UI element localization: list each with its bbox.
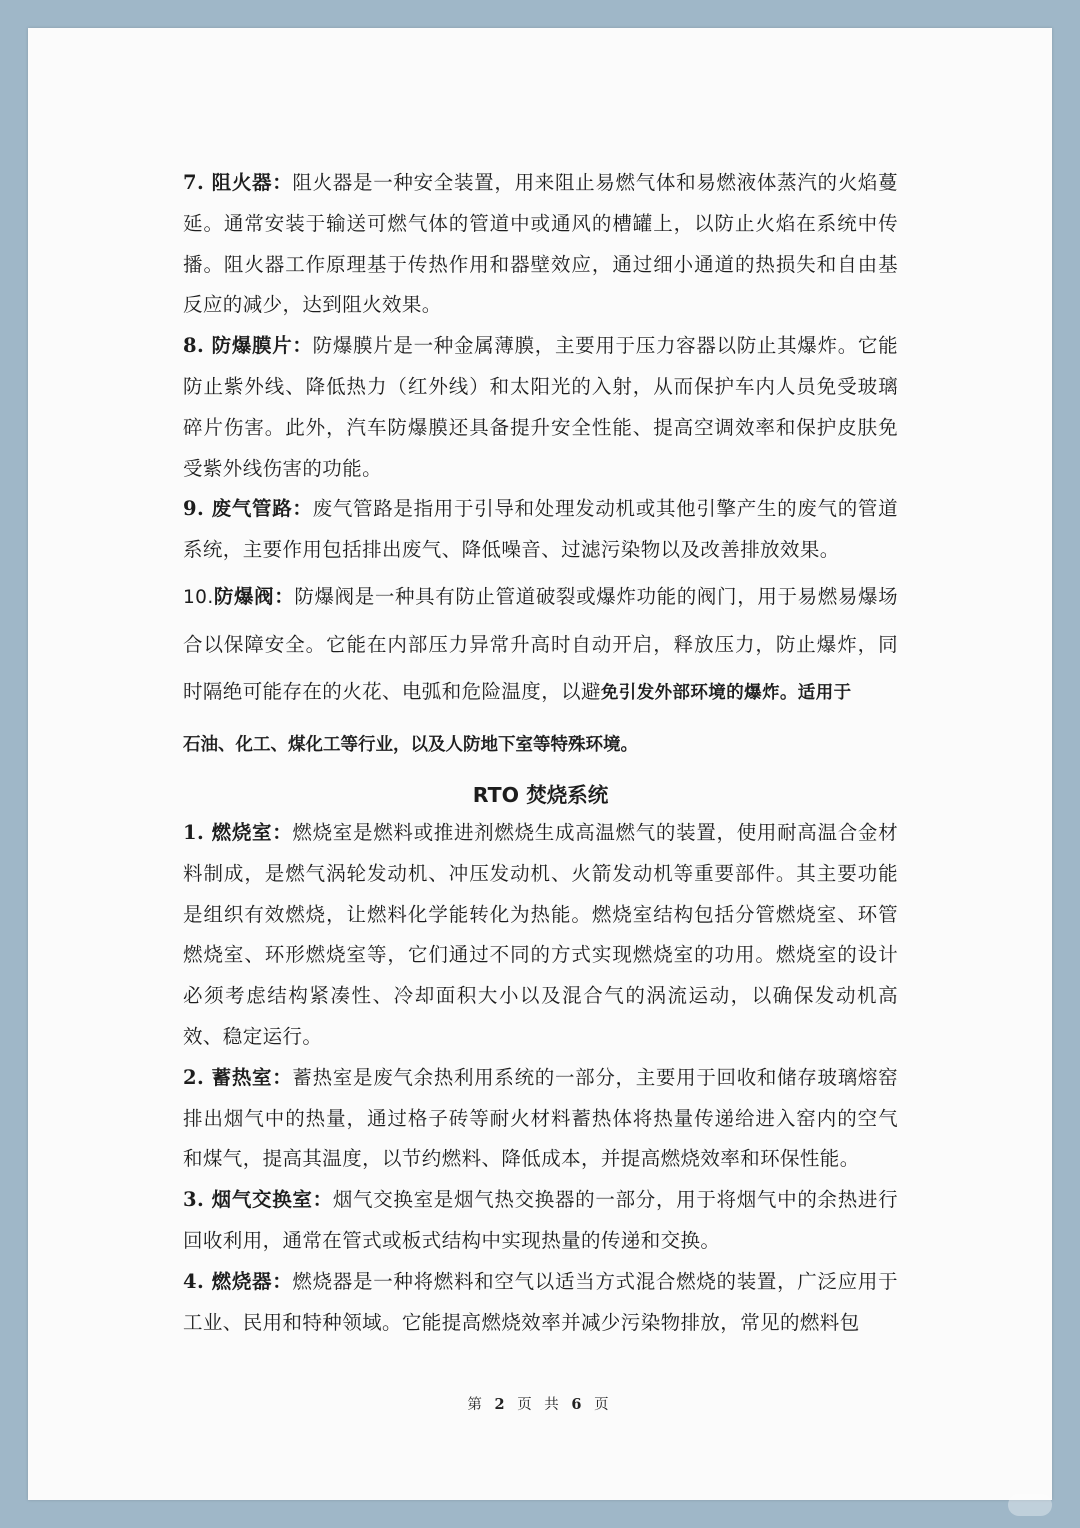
paragraph-3	[183, 1180, 898, 1262]
item-text: 燃烧器是一种将燃料和空气以适当方式混合燃烧的装置，广泛应用于工业、民用和特种领域。它能提高燃烧效率并减少污染物排放，常见的燃料包	[183, 1269, 898, 1334]
paragraph-4	[183, 1262, 898, 1344]
paragraph-7	[183, 163, 898, 326]
paragraph-9	[183, 489, 898, 571]
item-label: 7. 阻火器：	[183, 171, 293, 194]
item-label: 3. 烟气交换室：	[183, 1188, 333, 1212]
item-text: 烟气交换室是烟气热交换器的一部分，用于将烟气中的余热进行回收利用，通常在管式或板式结构中实现热量的传递和交换。	[183, 1188, 899, 1252]
item-label: 4. 燃烧器：	[183, 1269, 293, 1293]
footer-prefix: 第	[467, 1397, 486, 1413]
item-text: 燃烧室是燃料或推进剂燃烧生成高温燃气的装置，使用耐高温合金材料制成，是燃气涡轮发动机、冲压发动机、火箭发动机等重要部件。其主要功能是组织有效燃烧，让燃料化学能转化为热能。燃烧室结构包括分管燃烧室、环管燃烧室、环形燃烧室等，它们通过不同的方式实现燃烧室的功用。燃烧室的设计必须考虑结构紧凑性、冷却面积大小以及混合气的涡流运动，以确保发动机高效、稳定运行。	[183, 820, 898, 1048]
footer-suffix: 页	[594, 1397, 613, 1413]
footer-middle: 页 共	[517, 1397, 563, 1413]
item-label: 9. 废气管路：	[183, 497, 313, 521]
current-page-number: 2	[494, 1396, 509, 1413]
watermark-icon	[1008, 1494, 1052, 1516]
item-label: 2. 蓄热室：	[183, 1065, 293, 1089]
page-content	[183, 163, 898, 1343]
item-text-tail: 免引发外部环境的爆炸。适用于	[600, 682, 852, 703]
item-text: 防爆膜片是一种金属薄膜，主要用于压力容器以防止其爆炸。它能防止紫外线、降低热力（红外线）和太阳光的入射，从而保护车内人员免受玻璃碎片伤害。此外，汽车防爆膜还具备提升安全性能、提高空调效率和保护皮肤免受紫外线伤害的功能。	[183, 334, 898, 480]
item-text: 防爆阀是一种具有防止管道破裂或爆炸功能的阀门，用于易燃易爆场合以保障安全。它能在内部压力异常升高时自动开启，释放压力，防止爆炸，同时隔绝可能存在的火花、电弧和危险温度，以避	[183, 584, 898, 703]
paragraph-2	[183, 1058, 898, 1180]
paragraph-10-last-line: 石油、化工、煤化工等行业，以及人防地下室等特殊环境。	[183, 734, 638, 755]
item-text: 阻火器是一种安全装置，用来阻止易燃气体和易燃液体蒸汽的火焰蔓延。通常安装于输送可燃气体的管道中或通风的槽罐上，以防止火焰在系统中传播。阻火器工作原理基于传热作用和器壁效应，通过细小通道的热损失和自由基反应的减少，达到阻火效果。	[183, 171, 898, 317]
paragraph-1	[183, 813, 898, 1058]
item-number: 10.	[183, 586, 214, 608]
item-label: 1. 燃烧室：	[183, 820, 293, 844]
item-text: 废气管路是指用于引导和处理发动机或其他引擎产生的废气的管道系统，主要作用包括排出废气、降低噪音、过滤污染物以及改善排放效果。	[183, 497, 898, 562]
section-title: RTO 焚烧系统	[472, 782, 609, 807]
paragraph-8	[183, 326, 898, 489]
page-footer	[28, 1393, 1052, 1414]
item-text: 蓄热室是废气余热利用系统的一部分，主要用于回收和储存玻璃熔窑排出烟气中的热量，通过格子砖等耐火材料蓄热体将热量传递给进入窑内的空气和煤气，提高其温度，以节约燃料、降低成本，并提高燃烧效率和环保性能。	[183, 1065, 898, 1171]
item-label: 8. 防爆膜片：	[183, 334, 313, 358]
item-label: 防爆阀：	[213, 584, 295, 608]
paragraph-10	[183, 573, 898, 717]
document-page	[28, 28, 1052, 1500]
total-pages-number: 6	[571, 1396, 586, 1413]
